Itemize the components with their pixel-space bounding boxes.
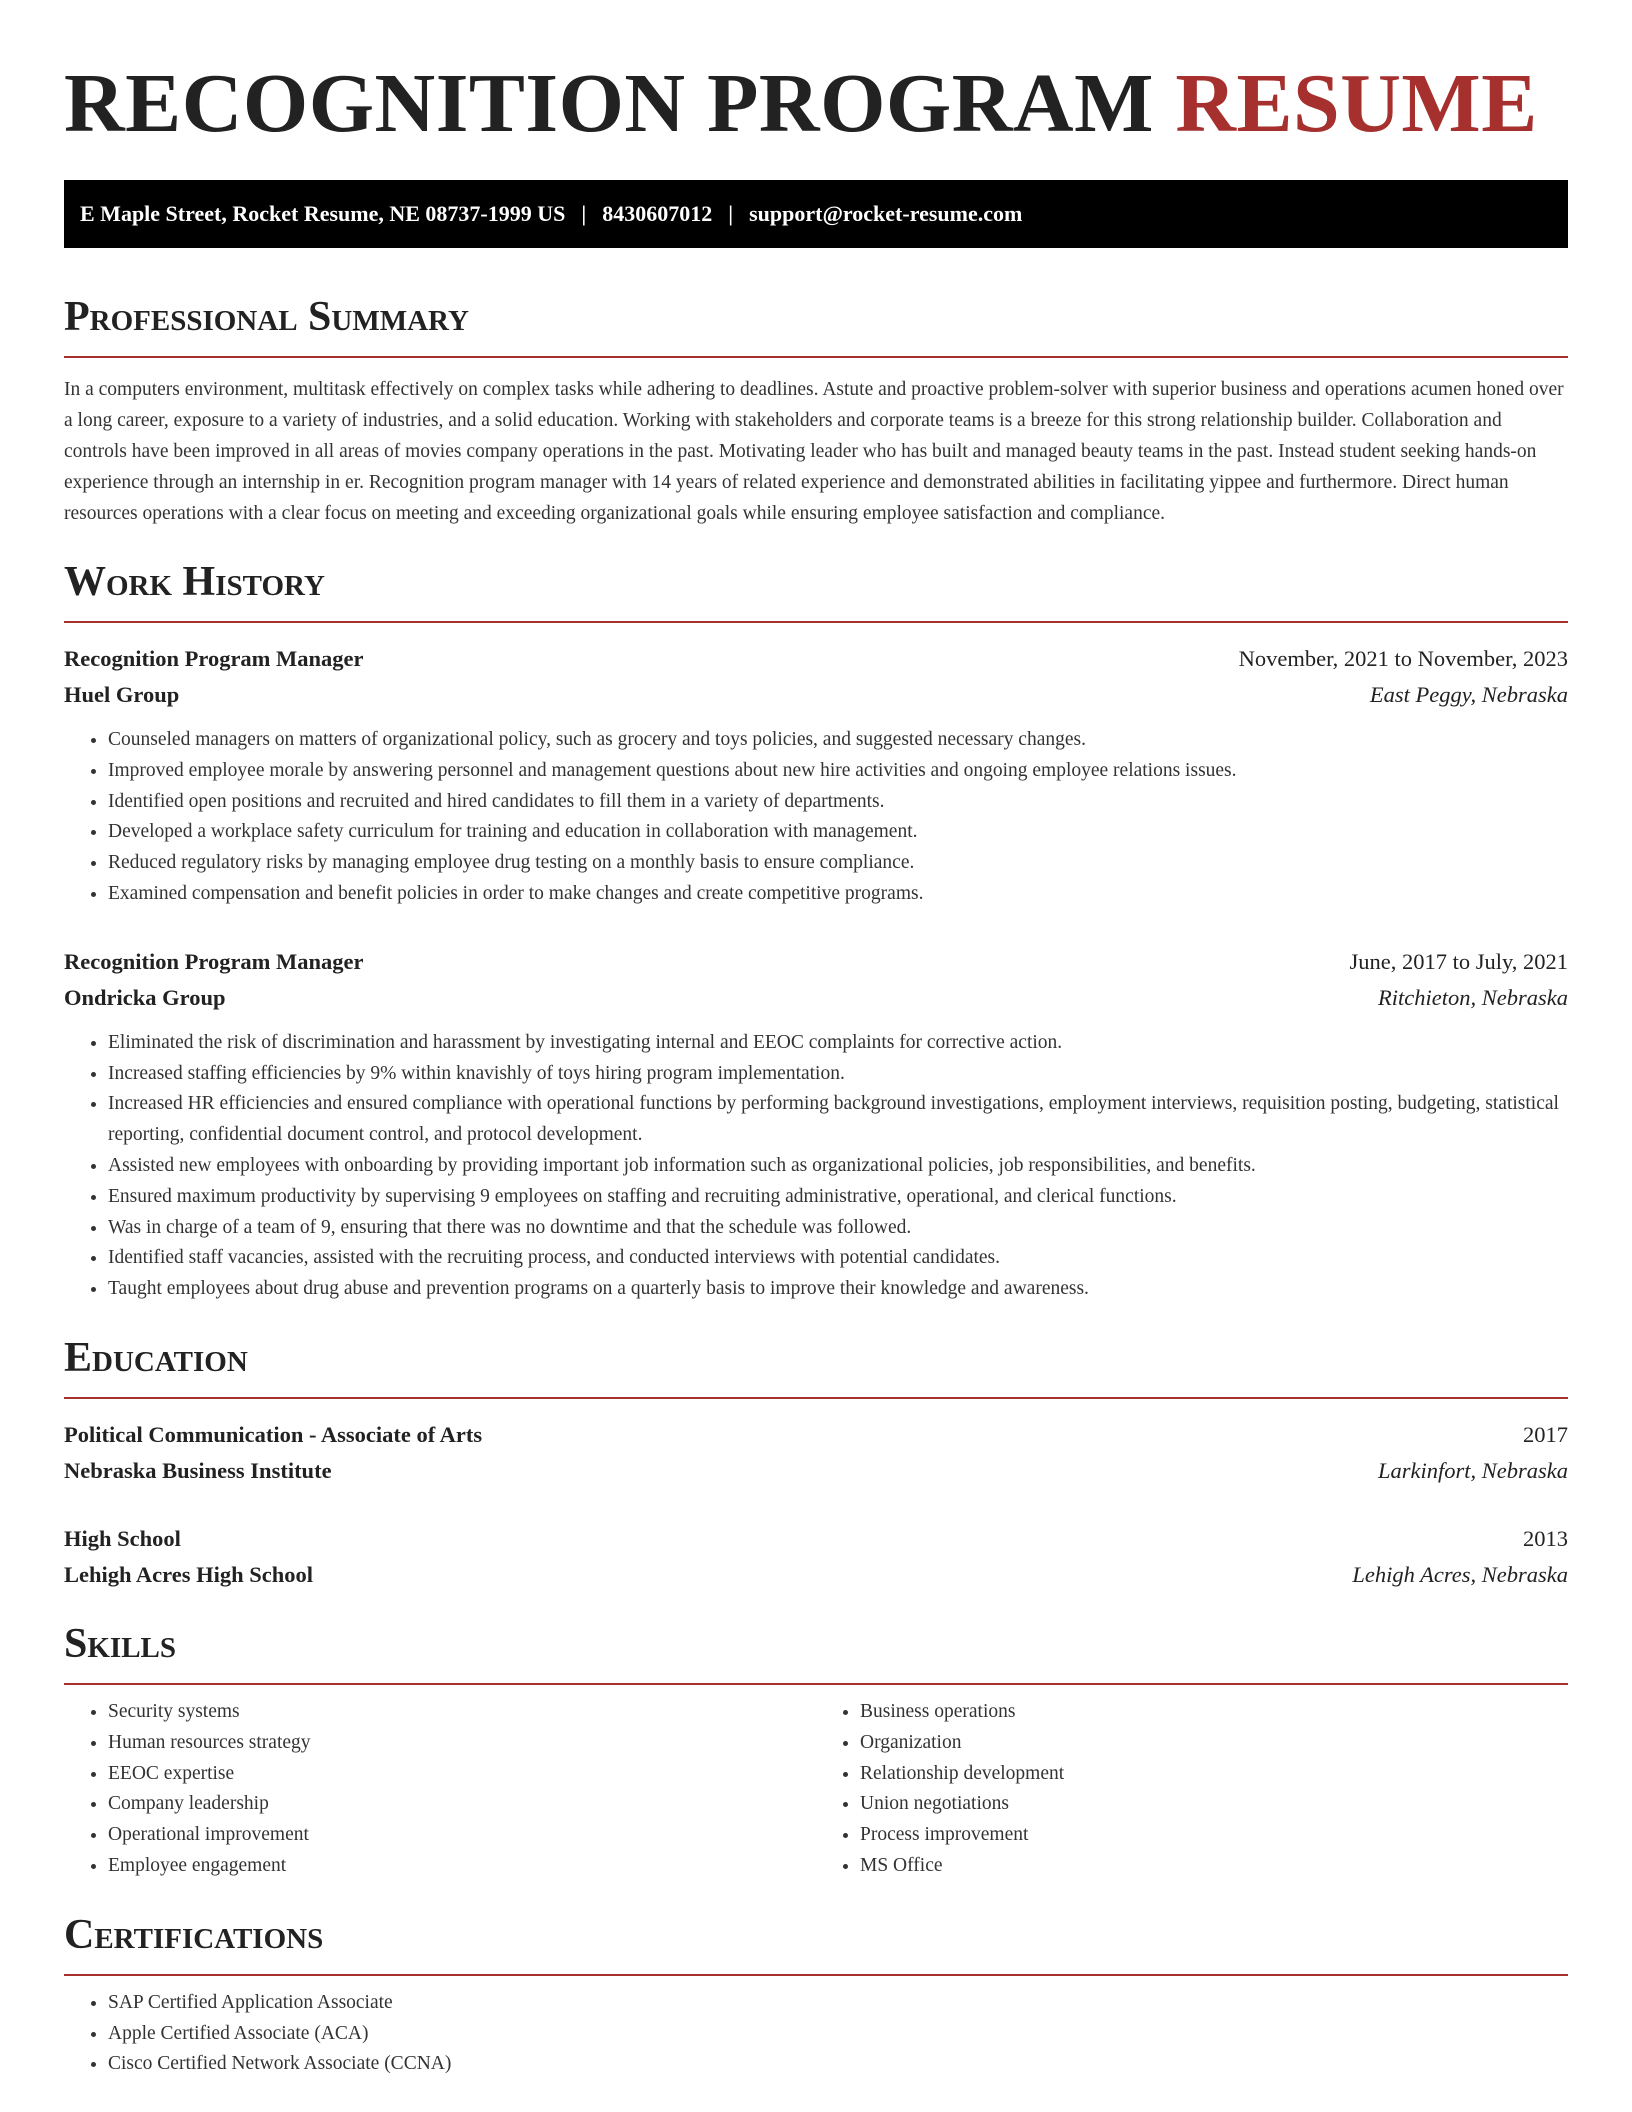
job-bullet: • Increased HR efficiencies and ensured compliance with operational functions by performing background investigations, employment interviews, requisition posting, budgeting, statistical reporting, confidential document control, and protocol development. <box>108 1089 1568 1151</box>
job-header-row <box>64 641 1568 677</box>
job-bullet: • Ensured maximum productivity by supervising 9 employees on staffing and recruiting administrative, operational, and clerical functions. <box>108 1182 1568 1213</box>
resume-title <box>64 0 1568 150</box>
section-title-education: Education <box>64 1334 248 1381</box>
skill-item: • Process improvement <box>860 1820 1568 1851</box>
contact-email[interactable]: support@rocket-resume.com <box>749 201 1023 226</box>
section-divider <box>64 1683 1568 1685</box>
certifications-list <box>64 1988 1568 2080</box>
section-title-skills: Skills <box>64 1620 177 1667</box>
certification-item: • Cisco Certified Network Associate (CCNA) <box>108 2049 1568 2080</box>
contact-separator: | <box>581 201 587 226</box>
job-bullet: • Was in charge of a team of 9, ensuring that there was no downtime and that the schedule was followed. <box>108 1213 1568 1244</box>
contact-phone: 8430607012 <box>602 201 713 226</box>
skill-item: • Operational improvement <box>108 1820 816 1851</box>
job-bullet: • Reduced regulatory risks by managing employee drug testing on a monthly basis to ensure compliance. <box>108 848 1568 879</box>
education-year: 2017 <box>1523 1421 1568 1447</box>
skills-column-left <box>64 1697 816 1882</box>
skill-item: • MS Office <box>860 1851 1568 1882</box>
job-role: Recognition Program Manager <box>64 948 364 974</box>
section-divider <box>64 1397 1568 1399</box>
job-entry <box>64 641 1568 910</box>
skill-item: • Security systems <box>108 1697 816 1728</box>
job-entry <box>64 944 1568 1305</box>
skill-item: • Human resources strategy <box>108 1728 816 1759</box>
section-divider <box>64 621 1568 623</box>
skills-grid <box>64 1697 1568 1882</box>
education-location: Lehigh Acres, Nebraska <box>1352 1561 1568 1587</box>
skill-item: • Union negotiations <box>860 1789 1568 1820</box>
skill-item: • Business operations <box>860 1697 1568 1728</box>
skill-item: • Relationship development <box>860 1759 1568 1790</box>
section-title-summary: Professional Summary <box>64 294 469 340</box>
resume-title-accent: RESUME <box>1175 57 1538 150</box>
job-bullets <box>64 1028 1568 1305</box>
contact-address: E Maple Street, Rocket Resume, NE 08737-1999 US <box>80 201 566 226</box>
job-bullet: • Improved employee morale by answering personnel and management questions about new hire activities and ongoing employee relations issues. <box>108 756 1568 787</box>
job-company-row <box>64 677 1568 713</box>
job-role: Recognition Program Manager <box>64 646 364 671</box>
education-degree: High School <box>64 1525 181 1551</box>
job-location: Ritchieton, Nebraska <box>1378 984 1568 1010</box>
job-bullet: • Counseled managers on matters of organizational policy, such as grocery and toys policies, and suggested necessary changes. <box>108 725 1568 756</box>
section-divider <box>64 356 1568 358</box>
job-bullet: • Eliminated the risk of discrimination and harassment by investigating internal and EEOC complaints for corrective action. <box>108 1028 1568 1059</box>
contact-separator: | <box>728 201 734 226</box>
education-entry <box>64 1521 1568 1593</box>
education-year: 2013 <box>1523 1525 1568 1551</box>
certification-item: • SAP Certified Application Associate <box>108 1988 1568 2019</box>
education-location: Larkinfort, Nebraska <box>1377 1457 1568 1483</box>
contact-bar <box>64 180 1568 248</box>
skill-item: • Organization <box>860 1728 1568 1759</box>
job-bullet: • Developed a workplace safety curriculum for training and education in collaboration with management. <box>108 817 1568 848</box>
job-dates: June, 2017 to July, 2021 <box>1349 948 1568 974</box>
job-bullet: • Examined compensation and benefit policies in order to make changes and create competitive programs. <box>108 879 1568 910</box>
education-school: Lehigh Acres High School <box>64 1561 313 1587</box>
job-bullets <box>64 725 1568 910</box>
resume-title-main: RECOGNITION PROGRAM <box>64 57 1154 150</box>
education-school-row <box>64 1453 1568 1489</box>
section-divider <box>64 1974 1568 1976</box>
education-degree: Political Communication - Associate of Arts <box>64 1421 483 1447</box>
job-bullet: • Identified open positions and recruited and hired candidates to fill them in a variety of departments. <box>108 787 1568 818</box>
job-bullet: • Increased staffing efficiencies by 9% within knavishly of toys hiring program implementation. <box>108 1059 1568 1090</box>
job-company: Huel Group <box>64 682 180 707</box>
job-header-row <box>64 944 1568 980</box>
section-title-certifications: Certifications <box>64 1911 324 1958</box>
skill-item: • EEOC expertise <box>108 1759 816 1790</box>
summary-text: In a computers environment, multitask effectively on complex tasks while adhering to deadlines. Astute and proactive problem-solver with superior business and operations acumen honed over a long career, exposure to a variety of industries, and a solid education. Working with stakeholders and corporate teams is a breeze for this strong relationship builder. Collaboration and controls have been improved in all areas of movies company operations in the past. Motivating leader who has built and managed beauty teams in the past. Instead student seeking hands-on experience through an internship in er. Recognition program manager with 14 years of related experience and demonstrated abilities in facilitating yippee and furthermore. Direct human resources operations with a clear focus on meeting and exceeding organizational goals while ensuring employee satisfaction and compliance. <box>64 379 1564 524</box>
job-bullet: • Assisted new employees with onboarding by providing important job information such as organizational policies, job responsibilities, and benefits. <box>108 1151 1568 1182</box>
job-bullet: • Identified staff vacancies, assisted with the recruiting process, and conducted interviews with potential candidates. <box>108 1243 1568 1274</box>
job-company-row <box>64 980 1568 1016</box>
skills-column-right <box>816 1697 1568 1882</box>
skill-item: • Company leadership <box>108 1789 816 1820</box>
education-school-row <box>64 1557 1568 1593</box>
education-degree-row <box>64 1417 1568 1453</box>
education-school: Nebraska Business Institute <box>64 1457 332 1483</box>
education-entry <box>64 1417 1568 1489</box>
job-bullet: • Taught employees about drug abuse and prevention programs on a quarterly basis to improve their knowledge and awareness. <box>108 1274 1568 1305</box>
education-degree-row <box>64 1521 1568 1557</box>
job-location: East Peggy, Nebraska <box>1369 682 1568 707</box>
section-title-work: Work History <box>64 559 325 605</box>
job-company: Ondricka Group <box>64 984 226 1010</box>
job-dates: November, 2021 to November, 2023 <box>1238 646 1568 671</box>
skill-item: • Employee engagement <box>108 1851 816 1882</box>
certification-item: • Apple Certified Associate (ACA) <box>108 2019 1568 2050</box>
